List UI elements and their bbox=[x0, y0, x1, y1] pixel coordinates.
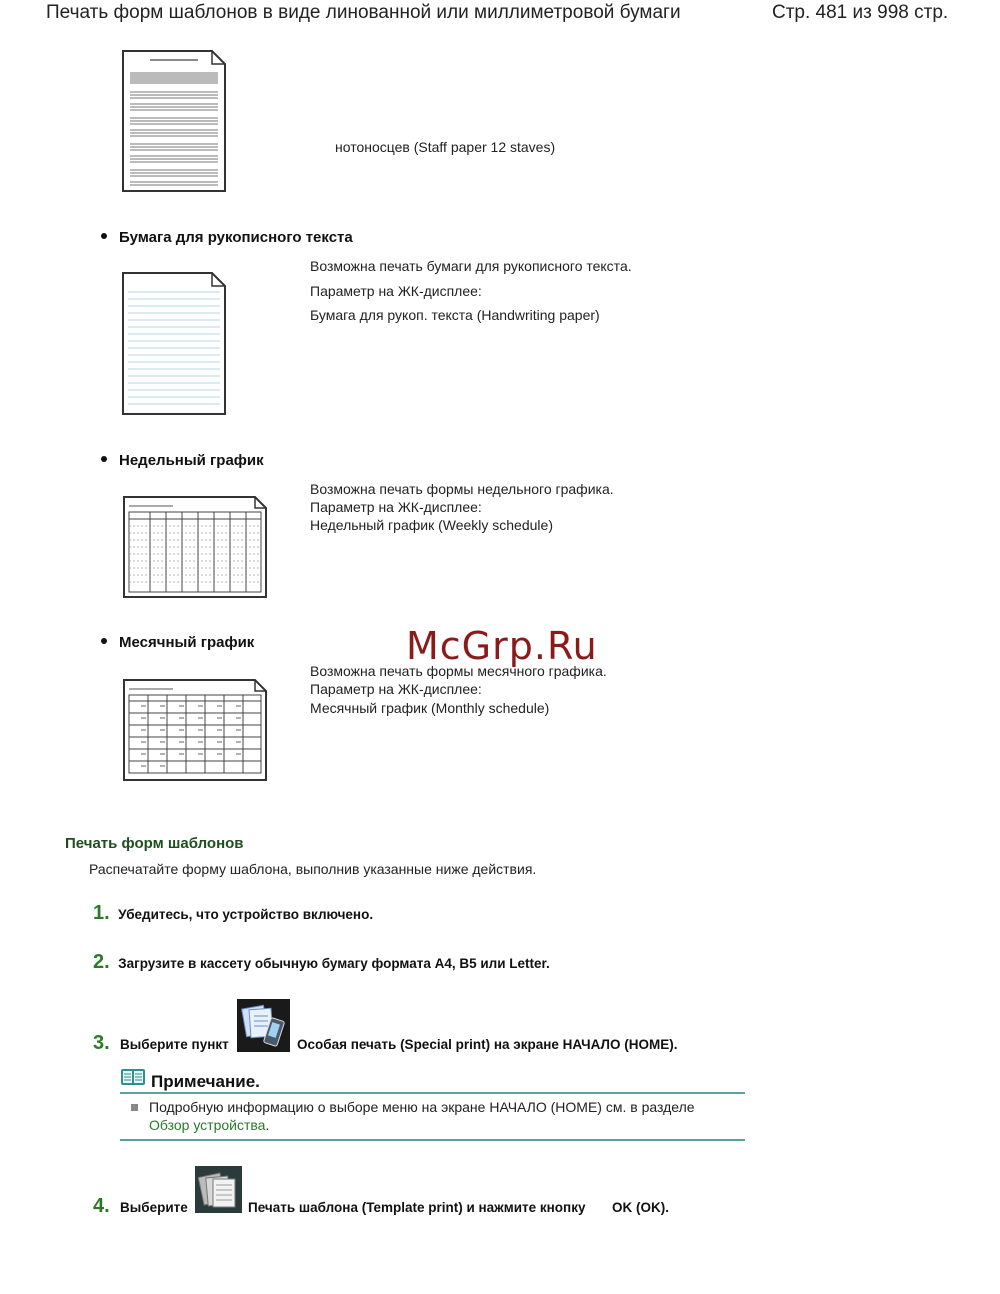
monthly-schedule-thumbnail bbox=[121, 677, 269, 788]
weekly-heading: Недельный график bbox=[101, 452, 264, 469]
page-counter: Стр. 481 из 998 стр. bbox=[772, 2, 949, 23]
weekly-line3: Недельный график (Weekly schedule) bbox=[310, 517, 553, 533]
note-title: Примечание. bbox=[151, 1072, 260, 1091]
monthly-heading: Месячный график bbox=[101, 634, 254, 651]
handwriting-line1: Возможна печать бумаги для рукописного текста. bbox=[310, 258, 632, 274]
note-text: Подробную информацию о выборе меню на экране НАЧАЛО (HOME) см. в разделе bbox=[149, 1099, 695, 1115]
device-overview-link[interactable]: Обзор устройства bbox=[149, 1117, 266, 1133]
step-text: Загрузите в кассету обычную бумагу формата A4, B5 или Letter. bbox=[118, 956, 550, 971]
monthly-line2: Параметр на ЖК-дисплее: bbox=[310, 681, 482, 697]
weekly-line1: Возможна печать формы недельного графика. bbox=[310, 481, 614, 497]
section-heading: Печать форм шаблонов bbox=[65, 835, 244, 852]
staff-paper-caption: нотоносцев (Staff paper 12 staves) bbox=[335, 139, 556, 155]
handwriting-paper-thumbnail bbox=[120, 270, 228, 422]
weekly-line2: Параметр на ЖК-дисплее: bbox=[310, 499, 482, 515]
step-2 bbox=[93, 951, 550, 974]
handwriting-line3: Бумага для рукоп. текста (Handwriting paper) bbox=[310, 307, 600, 323]
step-4-number: 4. bbox=[93, 1195, 110, 1217]
step-text: Убедитесь, что устройство включено. bbox=[118, 907, 374, 922]
step-3-text-after: Особая печать (Special print) на экране НАЧАЛО (HOME). bbox=[297, 1037, 678, 1052]
step-number: 1. bbox=[93, 902, 110, 924]
staff-paper-thumbnail bbox=[120, 48, 228, 199]
step-1 bbox=[93, 902, 373, 925]
page-title: Печать форм шаблонов в виде линованной или миллиметровой бумаги bbox=[46, 2, 681, 23]
watermark: McGrp.Ru bbox=[406, 624, 598, 668]
section-intro: Распечатайте форму шаблона, выполнив указанные ниже действия. bbox=[89, 861, 537, 877]
step-4-text-before: Выберите bbox=[120, 1200, 188, 1215]
step-number: 2. bbox=[93, 951, 110, 973]
bullet-icon bbox=[101, 638, 107, 644]
special-print-icon bbox=[237, 999, 290, 1052]
step-3-text-before: Выберите пункт bbox=[120, 1037, 229, 1052]
step-4-text-after: Печать шаблона (Template print) и нажмите кнопку bbox=[248, 1200, 586, 1215]
note-bullet-icon bbox=[131, 1104, 138, 1111]
weekly-schedule-thumbnail bbox=[121, 494, 269, 605]
bullet-icon bbox=[101, 233, 107, 239]
bullet-icon bbox=[101, 456, 107, 462]
step-4-ok-label: OK (OK). bbox=[612, 1200, 669, 1215]
note-link-line: Обзор устройства. bbox=[149, 1117, 270, 1133]
handwriting-line2: Параметр на ЖК-дисплее: bbox=[310, 283, 482, 299]
monthly-line1: Возможна печать формы месячного графика. bbox=[310, 663, 607, 679]
note-top-divider bbox=[120, 1092, 745, 1094]
monthly-line3: Месячный график (Monthly schedule) bbox=[310, 700, 550, 716]
step-3-number: 3. bbox=[93, 1032, 110, 1054]
template-print-icon bbox=[195, 1166, 242, 1213]
note-icon bbox=[120, 1067, 146, 1087]
handwriting-heading: Бумага для рукописного текста bbox=[101, 229, 353, 246]
note-bottom-divider bbox=[120, 1139, 745, 1141]
